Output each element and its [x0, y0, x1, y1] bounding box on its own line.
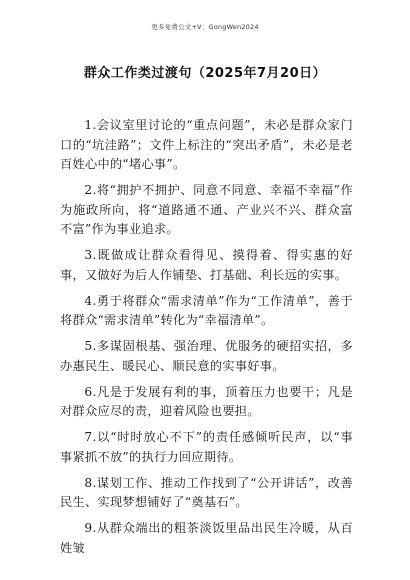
paragraph-3: 3.既做成让群众看得见、摸得着、得实惠的好事，又做好为后人作铺垫、打基础、利长远的实事。: [60, 248, 353, 282]
header-note: 更多免费公文+V：GongWen2024: [151, 23, 259, 31]
paragraph-6: 6.凡是于发展有利的事，顶着压力也要干；凡是对群众应尽的责，迎着风险也要担。: [60, 384, 353, 418]
paragraph-1: 1.会议室里讨论的“重点问题”，未必是群众家门口的“坑洼路”；文件上标注的“突出矛盾”，未必是老百姓心中的“堵心事”。: [60, 118, 353, 171]
document-title: 群众工作类过渡句（2025年7月20日）: [83, 66, 327, 81]
document-body: [60, 116, 353, 565]
paragraph-8: 8.谋划工作、推动工作找到了“公开讲话”，改善民生、实现梦想铺好了“奠基石”。: [60, 475, 353, 509]
paragraph-9: 9.从群众端出的粗茶淡饭里品出民生冷暖，从百姓皱: [60, 521, 353, 555]
paragraph-7: 7.以“时时放心不下”的责任感倾听民声，以“事事紧抓不放”的执行力回应期待。: [60, 430, 353, 464]
paragraph-5: 5.多谋固根基、强治理、优服务的硬招实招，多办惠民生、暖民心、顺民意的实事好事。: [60, 339, 353, 373]
paragraph-2: 2.将“拥护不拥护、同意不同意、幸福不幸福”作为施政所向，将“道路通不通、产业兴不兴、群众富不富”作为事业追求。: [60, 183, 353, 236]
paragraph-4: 4.勇于将群众“需求清单”作为“工作清单”，善于将群众“需求清单”转化为“幸福清单”。: [60, 293, 353, 327]
